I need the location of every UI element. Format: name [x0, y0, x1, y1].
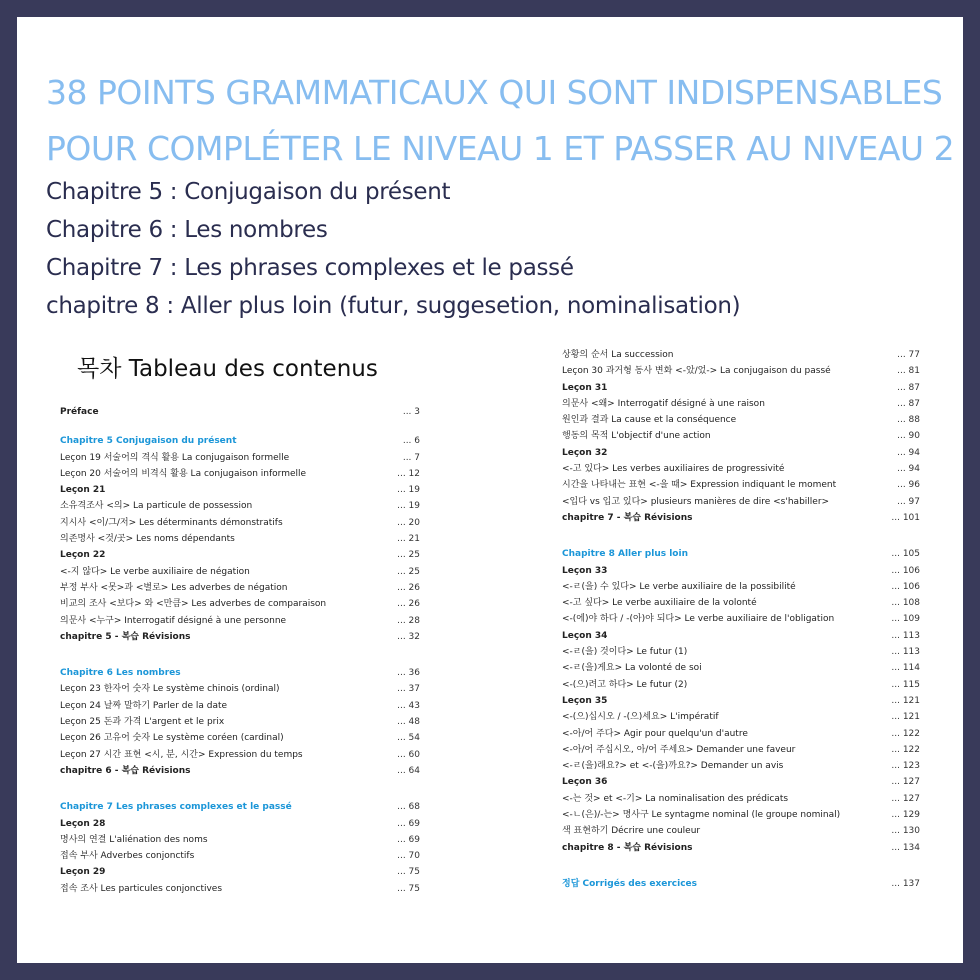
toc-entry-title: chapitre 5 - 복습 Révisions [60, 631, 191, 642]
toc-entry-page: ... 96 [897, 480, 920, 491]
toc-entry [60, 498, 420, 514]
toc-entry-title: Leçon 26 고유어 숫자 Le système coréen (cardinal) [60, 733, 284, 744]
toc-entry-page: ... 101 [891, 512, 920, 523]
toc-entry-title: <입다 vs 입고 있다> plusieurs manières de dire <s'habiller> [562, 496, 830, 507]
toc-entry [562, 461, 920, 477]
toc-entry-title: chapitre 7 - 복습 Révisions [562, 512, 693, 523]
toc-chapter-heading [60, 799, 420, 815]
toc-entry-page: ... 115 [891, 679, 920, 690]
toc-entry-title: 시간을 나타내는 표현 <-을 때> Expression indiquant le moment [562, 480, 837, 491]
toc-entry-page: ... 37 [397, 684, 420, 695]
toc-entry [60, 596, 420, 612]
toc-entry-page: ... 121 [891, 712, 920, 723]
toc-spacer [562, 856, 920, 876]
toc-entry-page: ... 134 [891, 842, 920, 853]
toc-entry-page: ... 43 [397, 700, 420, 711]
toc-entry [60, 404, 420, 420]
toc-entry-title: Leçon 21 [60, 485, 106, 496]
toc-entry-title: chapitre 8 - 복습 Révisions [562, 842, 693, 853]
toc-entry-page: ... 60 [397, 749, 420, 760]
toc-entry [562, 709, 920, 725]
toc-spacer [60, 645, 420, 665]
toc-entry-title: 색 표현하기 Décrire une couleur [562, 826, 701, 837]
toc-entry [60, 832, 420, 848]
toc-entry-page: ... 7 [402, 452, 420, 463]
toc-entry-page: ... 3 [402, 407, 420, 417]
toc-entry-title: <-ㄹ(을) 수 있다> Le verbe auxiliaire de la possibilité [562, 581, 796, 592]
toc-entry-page: ... 105 [891, 549, 920, 560]
toc-entry-title: Leçon 25 돈과 가격 L'argent et le prix [60, 717, 225, 728]
toc-entry-page: ... 90 [897, 431, 920, 442]
toc-entry [562, 758, 920, 774]
toc-entry-page: ... 68 [397, 802, 420, 813]
toc-entry-page: ... 48 [397, 717, 420, 728]
chapter-item: Chapitre 6 : Les nombres [46, 217, 328, 243]
toc-entry [562, 693, 920, 709]
toc-entry-page: ... 122 [891, 728, 920, 739]
toc-entry-title: <-ㄹ(을)게요> La volonté de soi [562, 663, 702, 674]
toc-entry-title: Leçon 34 [562, 630, 608, 641]
toc-entry-title: Leçon 27 시간 표현 <시, 분, 시간> Expression du temps [60, 749, 303, 760]
toc-entry [562, 840, 920, 856]
toc-entry [60, 763, 420, 779]
toc-entry-page: ... 94 [897, 464, 920, 475]
toc-entry-page: ... 137 [891, 878, 920, 889]
toc-entry [60, 466, 420, 482]
toc-entry-page: ... 25 [397, 566, 420, 577]
toc-entry-page: ... 28 [397, 615, 420, 626]
toc-entry-title: Leçon 30 과거형 동사 변화 <-았/었-> La conjugaison du passé [562, 366, 831, 377]
toc-entry-page: ... 69 [397, 834, 420, 845]
toc-entry [562, 595, 920, 611]
toc-entry-title: 행동의 목적 L'objectif d'une action [562, 431, 711, 442]
toc-entry-page: ... 108 [891, 598, 920, 609]
toc-entry-title: Leçon 20 서술어의 비격식 활용 La conjugaison informelle [60, 468, 307, 479]
toc-entry-title: Leçon 24 날짜 말하기 Parler de la date [60, 700, 228, 711]
toc-entry-page: ... 113 [891, 647, 920, 658]
toc-entry-title: <-고 있다> Les verbes auxiliaires de progressivité [562, 464, 785, 475]
toc-entry-page: ... 32 [397, 631, 420, 642]
toc-entry-title: Leçon 33 [562, 565, 608, 576]
toc-entry [60, 698, 420, 714]
chapter-item: Chapitre 7 : Les phrases complexes et le passé [46, 255, 574, 281]
toc-entry [562, 677, 920, 693]
toc-entry [562, 791, 920, 807]
toc-entry [562, 611, 920, 627]
toc-entry [60, 714, 420, 730]
toc-entry [562, 579, 920, 595]
headline-line-1: 38 POINTS GRAMMATICAUX QUI SONT INDISPENSABLES [46, 73, 943, 112]
toc-entry-page: ... 77 [897, 350, 920, 360]
headline [46, 65, 955, 177]
toc-entry-title: Leçon 31 [562, 382, 608, 393]
toc-entry [562, 823, 920, 839]
toc-entry [562, 774, 920, 790]
toc-entry-title: 소유격조사 <의> La particule de possession [60, 501, 253, 512]
toc-entry-title: 지시사 <이/그/저> Les déterminants démonstratifs [60, 517, 283, 528]
toc-entry [562, 644, 920, 660]
toc-entry [562, 742, 920, 758]
toc-entry-title: Préface [60, 407, 99, 417]
toc-entry-page: ... 26 [397, 582, 420, 593]
toc-entry-title: 원인과 결과 La cause et la conséquence [562, 415, 737, 426]
toc-entry-title: Leçon 19 서술어의 격식 활용 La conjugaison formelle [60, 452, 290, 463]
toc-entry-title: 의문사 <누구> Interrogatif désigné à une personne [60, 615, 287, 626]
headline-line-2: POUR COMPLÉTER LE NIVEAU 1 ET PASSER AU NIVEAU 2 [46, 129, 955, 168]
toc-entry [562, 660, 920, 676]
content-card [17, 17, 963, 963]
toc-entry-page: ... 64 [397, 765, 420, 776]
toc-entry-title: <-지 않다> Le verbe auxiliaire de négation [60, 566, 250, 577]
toc-chapter-heading [60, 433, 420, 449]
toc-entry [60, 747, 420, 763]
toc-entry [562, 412, 920, 428]
toc-entry-page: ... 70 [397, 851, 420, 862]
toc-entry-page: ... 88 [897, 415, 920, 426]
toc-entry [562, 726, 920, 742]
toc-entry-title: Leçon 32 [562, 447, 608, 458]
toc-entry [562, 363, 920, 379]
toc-entry-title: <-아/어 주십시오, 아/어 주세요> Demander une faveur [562, 744, 796, 755]
toc-entry-page: ... 75 [397, 867, 420, 878]
chapter-item: Chapitre 5 : Conjugaison du présent [46, 179, 451, 205]
toc-entry [60, 864, 420, 880]
toc-entry-page: ... 87 [897, 398, 920, 409]
toc-entry [60, 881, 420, 897]
toc-entry-page: ... 81 [897, 366, 920, 377]
toc-entry-page: ... 21 [397, 534, 420, 545]
toc-chapter-heading [562, 876, 920, 892]
toc-entry-title: 의존명사 <것/곳> Les noms dépendants [60, 534, 235, 545]
toc-entry-title: 접속 조사 Les particules conjonctives [60, 883, 223, 894]
toc-entry [60, 450, 420, 466]
toc-entry [60, 629, 420, 645]
toc-entry [562, 563, 920, 579]
toc-entry-title: <-ㄹ(을) 것이다> Le futur (1) [562, 647, 688, 658]
toc-entry [562, 380, 920, 396]
toc-entry-page: ... 25 [397, 550, 420, 561]
toc-entry-page: ... 19 [397, 485, 420, 496]
toc-entry [562, 628, 920, 644]
toc-entry [60, 580, 420, 596]
toc-entry-page: ... 114 [891, 663, 920, 674]
toc-entry [60, 848, 420, 864]
toc-entry [562, 494, 920, 510]
toc-entry-page: ... 12 [397, 468, 420, 479]
toc-entry [562, 477, 920, 493]
toc-entry-title: Leçon 35 [562, 695, 608, 706]
toc-entry-title: <-ㄴ(은)/-는> 명사구 Le syntagme nominal (le groupe nominal) [562, 810, 841, 821]
toc-entry [562, 396, 920, 412]
toc-entry-title: Leçon 29 [60, 867, 106, 878]
toc-entry-page: ... 69 [397, 818, 420, 829]
toc-entry-title: <-는 것> et <-기> La nominalisation des prédicats [562, 793, 789, 804]
toc-entry-title: 접속 부사 Adverbes conjonctifs [60, 851, 195, 862]
toc-title: 목차 Tableau des contenus [77, 356, 378, 382]
toc-entry [60, 613, 420, 629]
toc-entry-title: 부정 부사 <못>과 <별로> Les adverbes de négation [60, 582, 288, 593]
toc-entry-page: ... 94 [897, 447, 920, 458]
chapter-list [46, 173, 740, 325]
toc-entry-title: 의문사 <왜> Interrogatif désigné à une raison [562, 398, 765, 409]
toc-entry-title: Chapitre 5 Conjugaison du présent [60, 436, 237, 447]
toc-entry-title: 명사의 연결 L'aliénation des noms [60, 834, 208, 845]
toc-entry-title: Leçon 36 [562, 777, 608, 788]
toc-entry-title: <-아/어 주다> Agir pour quelqu'un d'autre [562, 728, 748, 739]
toc-entry-title: Chapitre 6 Les nombres [60, 668, 181, 679]
toc-entry [60, 547, 420, 563]
toc-entry-page: ... 97 [897, 496, 920, 507]
toc-entry [562, 347, 920, 363]
toc-entry-title: <-(으)려고 하다> Le futur (2) [562, 679, 688, 690]
toc-entry-title: Chapitre 8 Aller plus loin [562, 549, 688, 560]
toc-entry-title: 비교의 조사 <보다> 와 <만큼> Les adverbes de comparaison [60, 599, 327, 610]
toc-entry-title: chapitre 6 - 복습 Révisions [60, 765, 191, 776]
toc-entry [60, 816, 420, 832]
toc-entry-title: Leçon 28 [60, 818, 106, 829]
toc-entry [60, 531, 420, 547]
toc-entry [60, 515, 420, 531]
toc-chapter-heading [562, 546, 920, 562]
toc-entry-page: ... 26 [397, 599, 420, 610]
toc-entry-title: Leçon 23 한자어 숫자 Le système chinois (ordinal) [60, 684, 280, 695]
toc-entry [562, 807, 920, 823]
toc-entry [60, 564, 420, 580]
toc-entry-page: ... 36 [397, 668, 420, 679]
toc-chapter-heading [60, 665, 420, 681]
toc-entry-page: ... 130 [891, 826, 920, 837]
toc-left-column [60, 404, 420, 897]
toc-entry [60, 681, 420, 697]
toc-entry-title: <-(으)십시오 / -(으)세요> L'impératif [562, 712, 719, 723]
toc-entry-page: ... 87 [897, 382, 920, 393]
toc-entry-page: ... 109 [891, 614, 920, 625]
toc-entry-page: ... 123 [891, 761, 920, 772]
toc-spacer [60, 420, 420, 433]
toc-entry-title: Leçon 22 [60, 550, 106, 561]
toc-entry [562, 445, 920, 461]
toc-entry-page: ... 19 [397, 501, 420, 512]
toc-entry-page: ... 20 [397, 517, 420, 528]
toc-entry-page: ... 129 [891, 810, 920, 821]
toc-spacer [60, 779, 420, 799]
toc-entry-page: ... 54 [397, 733, 420, 744]
toc-entry-page: ... 127 [891, 777, 920, 788]
toc-entry [562, 510, 920, 526]
toc-entry [60, 482, 420, 498]
toc-entry-title: 상황의 순서 La succession [562, 350, 674, 360]
toc-entry-title: <-고 싶다> Le verbe auxiliaire de la volonté [562, 598, 757, 609]
toc-entry-page: ... 122 [891, 744, 920, 755]
toc-entry-page: ... 106 [891, 565, 920, 576]
toc-entry-title: 정답 Corrigés des exercices [562, 878, 698, 889]
toc-entry [562, 428, 920, 444]
toc-entry-page: ... 6 [402, 436, 420, 447]
toc-entry-page: ... 121 [891, 695, 920, 706]
toc-entry-title: <-ㄹ(을)래요?> et <-(을)까요?> Demander un avis [562, 761, 784, 772]
toc-entry-page: ... 106 [891, 581, 920, 592]
toc-right-column [562, 347, 920, 892]
toc-entry-page: ... 113 [891, 630, 920, 641]
toc-entry-title: <-(에)야 하다 / -(아)야 되다> Le verbe auxiliaire de l'obligation [562, 614, 835, 625]
toc-entry-page: ... 127 [891, 793, 920, 804]
toc-entry [60, 730, 420, 746]
chapter-item: chapitre 8 : Aller plus loin (futur, suggesetion, nominalisation) [46, 293, 741, 319]
toc-spacer [562, 526, 920, 546]
toc-entry-page: ... 75 [397, 883, 420, 894]
toc-entry-title: Chapitre 7 Les phrases complexes et le passé [60, 802, 292, 813]
